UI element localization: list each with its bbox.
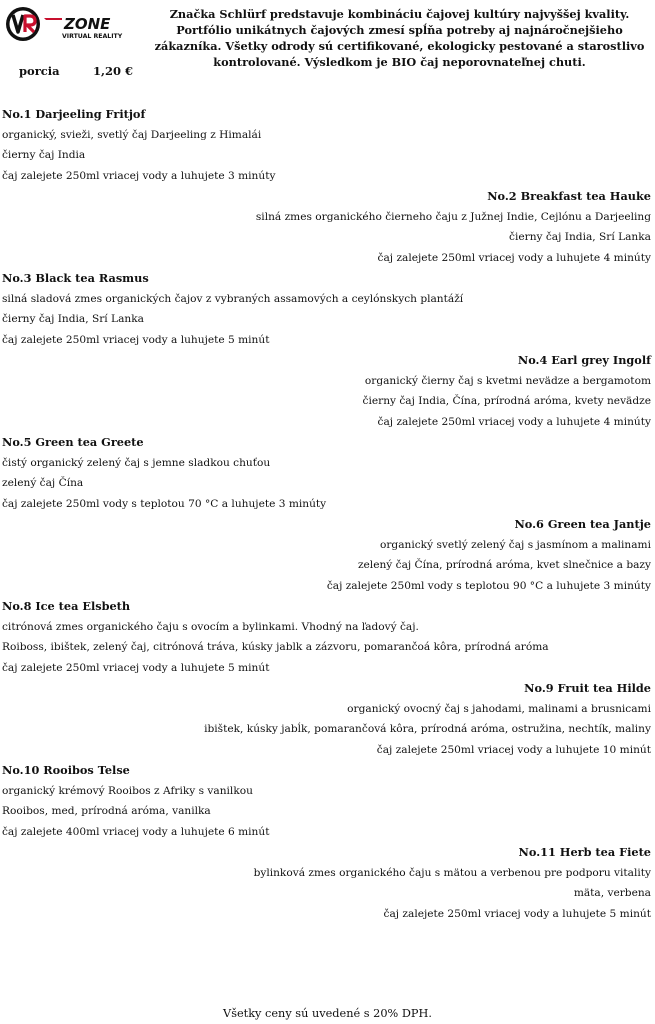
tea-origin: zelený čaj Čína, prírodná aróma, kvet slnečnice a bazy [357,559,651,571]
tea-origin: Rooibos, med, prírodná aróma, vanilka [2,805,211,817]
tea-description: čistý organický zelený čaj s jemne sladkou chuťou [2,456,271,469]
tea-name: No.11 Herb tea Fiete [518,845,651,859]
tea-brewing: čaj zalejete 250ml vriacej vody a luhujete 3 minúty [2,169,276,182]
tea-item [2,596,651,678]
tea-name: No.2 Breakfast tea Hauke [487,189,651,203]
tea-item [2,760,651,842]
tea-description: organický krémový Rooibos z Afriky s vanilkou [2,784,253,797]
portion-price: 1,20 € [93,64,134,78]
tea-origin: zelený čaj Čína [2,477,84,489]
tea-description: citrónová zmes organického čaju s ovocím a bylinkami. Vhodný na ľadový čaj. [2,620,419,633]
tea-origin: čierny čaj India, Srí Lanka [2,313,144,325]
tea-origin: mäta, verbena [573,887,651,899]
tea-name: No.8 Ice tea Elsbeth [2,599,131,613]
tea-item [2,514,651,596]
tea-origin: Roiboss, ibištek, zelený čaj, citrónová tráva, kúsky jablk a zázvoru, pomarančoá kôra, prírodná aróma [2,641,549,653]
tea-origin: čierny čaj India, Srí Lanka [509,231,651,243]
tea-origin: čierny čaj India [2,149,86,161]
tea-brewing: čaj zalejete 250ml vriacej vody a luhujete 10 minút [376,743,651,756]
tea-name: No.6 Green tea Jantje [514,517,651,531]
tea-name: No.4 Earl grey Ingolf [517,353,651,367]
tea-description: organický ovocný čaj s jahodami, malinami a brusnicami [347,702,651,715]
tea-item [2,842,651,924]
tea-brewing: čaj zalejete 250ml vody s teplotou 90 °C a luhujete 3 minúty [326,579,651,592]
portion-label: porcia [19,64,60,78]
tea-description: organický, svieži, svetlý čaj Darjeeling z Himalái [2,128,262,141]
tea-description: organický čierny čaj s kvetmi nevädze a bergamotom [364,374,651,387]
tea-description: silná sladová zmes organických čajov z vybraných assamových a ceylónskych plantáží [2,292,464,305]
tea-brewing: čaj zalejete 250ml vriacej vody a luhujete 5 minút [383,907,651,920]
logo-tagline-text: VIRTUAL REALITY [62,33,123,40]
tea-brewing: čaj zalejete 250ml vriacej vody a luhujete 5 minút [2,661,270,674]
tea-name: No.5 Green tea Greete [2,435,144,449]
tea-brewing: čaj zalejete 250ml vriacej vody a luhujete 4 minúty [377,415,651,428]
tea-description: bylinková zmes organického čaju s mätou a verbenou pre podporu vitality [253,866,651,879]
logo-brand-text: ZONE [64,15,111,33]
tea-description: silná zmes organického čierneho čaju z Južnej Indie, Cejlónu a Darjeeling [255,210,651,223]
tea-item [2,350,651,432]
tea-origin: čierny čaj India, Čína, prírodná aróma, kvety nevädze [362,395,651,407]
tea-item [2,678,651,760]
tea-item [2,104,651,186]
tea-brewing: čaj zalejete 400ml vriacej vody a luhujete 6 minút [2,825,270,838]
tea-name: No.1 Darjeeling Fritjof [2,107,146,121]
intro-text: Značka Schlürf predstavuje kombináciu čajovej kultúry najvyššej kvality. Portfólio unikátnych čajových zmesí spĺňa potreby aj najnáročnejšieho zákazníka. Všetky odrody sú certifikované, ekologicky pestované a starostlivo kontrolované. Výsledkom je BIO čaj neporovnateľnej chuti. [154,7,645,69]
tea-brewing: čaj zalejete 250ml vriacej vody a luhujete 4 minúty [377,251,651,264]
tea-brewing: čaj zalejete 250ml vody s teplotou 70 °C a luhujete 3 minúty [2,497,327,510]
tea-item [2,432,651,514]
tea-name: No.10 Rooibos Telse [2,763,130,777]
tea-name: No.9 Fruit tea Hilde [524,681,651,695]
tea-item [2,186,651,268]
tea-item [2,268,651,350]
vr-zone-logo [4,5,126,43]
vr-zone-logo-graphic [4,5,126,43]
tea-brewing: čaj zalejete 250ml vriacej vody a luhujete 5 minút [2,333,270,346]
tea-name: No.3 Black tea Rasmus [2,271,149,285]
tea-menu [2,104,651,924]
vat-footnote: Všetky ceny sú uvedené s 20% DPH. [223,1007,432,1020]
tea-description: organický svetlý zelený čaj s jasmínom a malinami [379,538,651,551]
tea-origin: ibištek, kúsky jabĺk, pomarančová kôra, prírodná aróma, ostružina, nechtík, maliny [204,723,651,735]
